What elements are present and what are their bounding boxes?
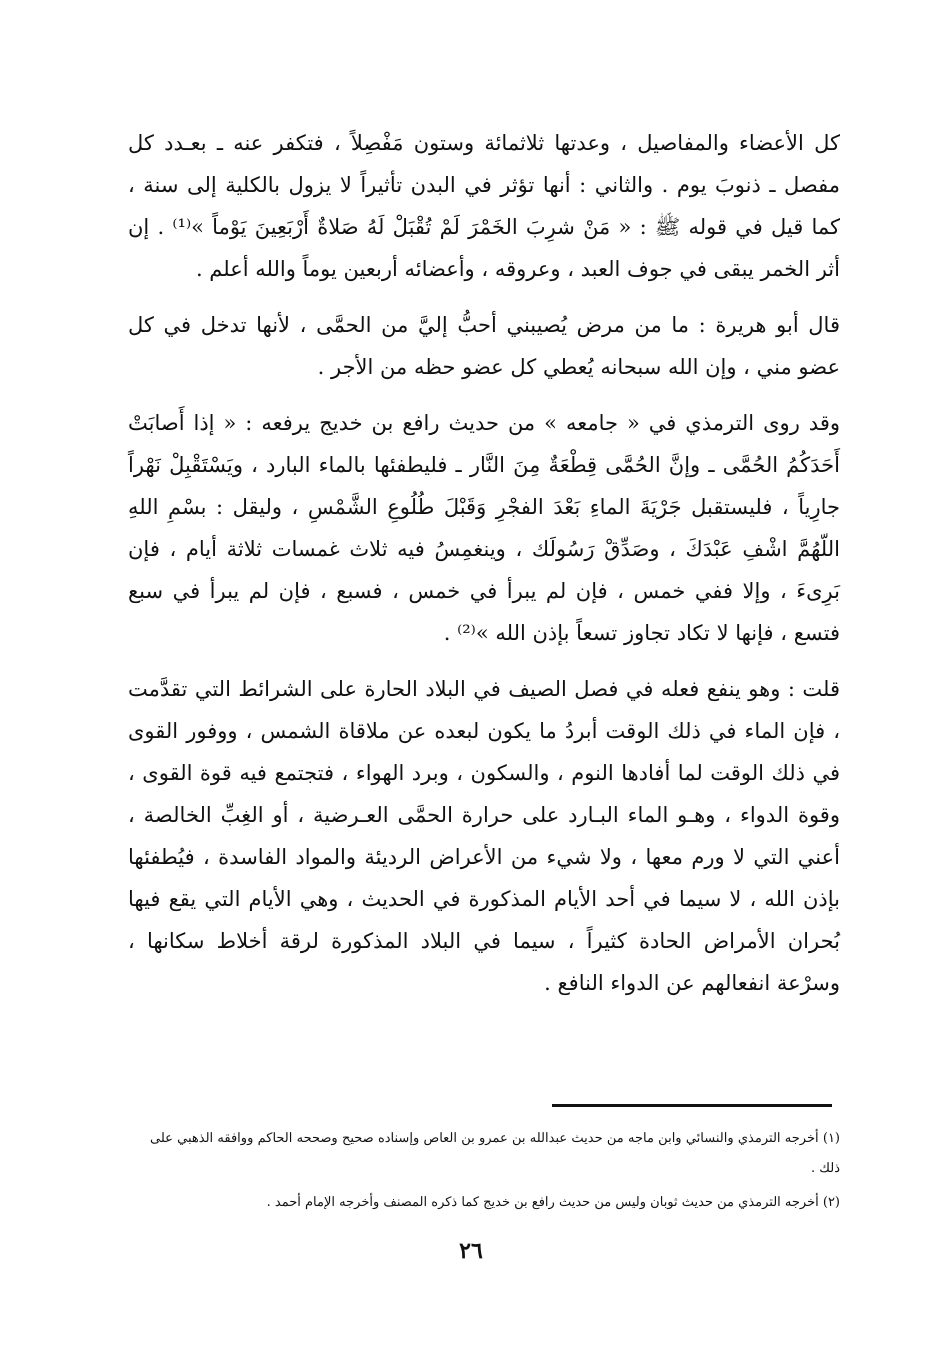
footnote-divider — [552, 1104, 832, 1107]
main-text — [128, 122, 840, 1004]
footnote-2: (٢) أخرجه الترمذي من حديث ثوبان وليس من حديث رافع بن خديج كما ذكره المصنف وأخرجه الإمام أحمد . — [266, 1195, 840, 1210]
page-number: ٢٦ — [459, 1238, 483, 1264]
footnotes — [150, 1124, 840, 1218]
paragraph-4: قلت : وهو ينفع فعله في فصل الصيف في البلاد الحارة على الشرائط التي تقدَّمت ، فإن الماء في ذلك الوقت أبردُ ما يكون لبعده عن ملاقاة الشمس ، ووفور القوى في ذلك الوقت لما أفادها النوم ، والسكون ، وبرد الهواء ، فتجتمع فيه قوة القوى ، وقوة الدواء ، وهـو الماء البـارد على حرارة الحمَّى العـرضية ، أو الغِبِّ الخالصة ، أعني التي لا ورم معها ، ولا شيء من الأعراض الرديئة والمواد الفاسدة ، فيُطفئها بإذن الله ، لا سيما في أحد الأيام المذكورة في الحديث ، وهي الأيام التي يقع فيها بُحران الأمراض الحادة كثيراً ، سيما في البلاد المذكورة لرقة أخلاط سكانها ، وسرْعة انفعالهم عن الدواء النافع . — [128, 677, 840, 995]
footnote-1: (١) أخرجه الترمذي والنسائي وابن ماجه من حديث عبدالله بن عمرو بن العاص وإسناده صحيح وصححه الحاكم ووافقه الذهبي على ذلك . — [150, 1131, 840, 1176]
paragraph-1: كل الأعضاء والمفاصيل ، وعدتها ثلاثمائة وستون مَفْصِلاً ، فتكفر عنه ـ بعـدد كل مفصل ـ ذنوبَ يوم . والثاني : أنها تؤثر في البدن تأثيراً لا يزول بالكلية إلى سنة ، كما قيل في قوله ﷺ : « مَنْ شرِبَ الخَمْرَ لَمْ تُقْبَلْ لَهُ صَلاةٌ أَرْبَعِينَ يَوْماً »⁽¹⁾ . إن أثر الخمر يبقى في جوف العبد ، وعروقه ، وأعضائه أربعين يوماً والله أعلم . — [128, 131, 840, 281]
paragraph-3: وقد روى الترمذي في « جامعه » من حديث رافع بن خديج يرفعه : « إذا أَصابَتْ أَحَدَكُمُ الحُمَّى ـ وإنَّ الحُمَّى قِطْعَةٌ مِنَ النَّار ـ فليطفئها بالماء البارد ، ويَسْتَقْبِلْ نَهْراً جارِياً ، فليستقبل جَرْيَةَ الماءِ بَعْدَ الفجْرِ وَقَبْلَ طُلُوعِ الشَّمْسِ ، وليقل : بسْمِ اللهِ اللّهُمَّ اشْفِ عَبْدَكَ ، وصَدِّقْ رَسُولَك ، وينغمِسُ فيه ثلاث غمسات ثلاثة أيام ، فإن بَرِىءَ ، وإلا ففي خمس ، فإن لم يبرأ في خمس ، فسبع ، فإن لم يبرأ في سبع فتسع ، فإنها لا تكاد تجاوز تسعاً بإذن الله »⁽²⁾ . — [128, 411, 840, 645]
paragraph-2: قال أبو هريرة : ما من مرض يُصيبني أحبُّ إليَّ من الحمَّى ، لأنها تدخل في كل عضو مني ، وإن الله سبحانه يُعطي كل عضو حظه من الأجر . — [128, 313, 840, 379]
